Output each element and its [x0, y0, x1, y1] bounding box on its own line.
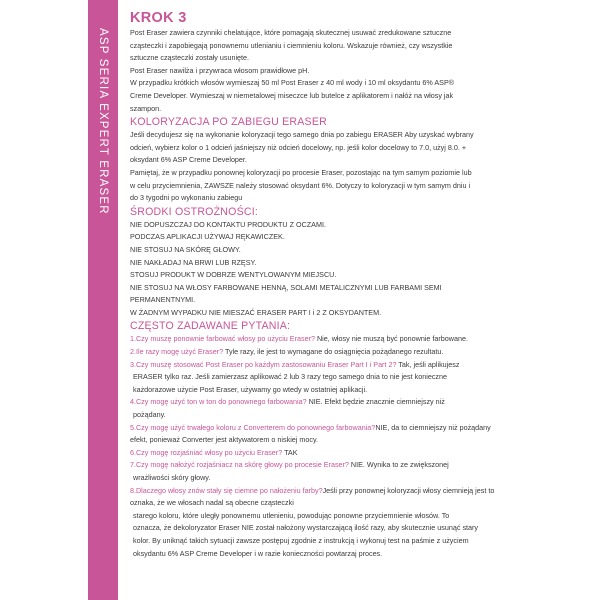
srodki-line: NIE DOPUSZCZAJ DO KONTAKTU PRODUKTU Z OCZAMI.: [130, 219, 326, 229]
srodki-line: PODCZAS APLIKACJI UŻYWAJ RĘKAWICZEK.: [130, 232, 285, 242]
faq-answer: starego koloru, które uległy ponownemu utlenieniu, powodując ponowne przyciemnienie włosów. To: [133, 510, 450, 520]
faq-heading: CZĘSTO ZADAWANE PYTANIA:: [130, 320, 291, 333]
faq-item-line: [130, 447, 500, 460]
faq-item-line: [130, 548, 500, 561]
faq-answer: Nie, włosy nie muszą być ponownie farbowane.: [314, 334, 468, 344]
krok3-line: Creme Developer. Wymieszaj w niemetalowej miseczce lub butelce z aplikatorem i nałóż na włosy jak: [130, 90, 454, 100]
faq-item-line: [130, 535, 500, 548]
document-body: [130, 9, 500, 560]
krok3-line: sztuczne cząsteczki zostały usunięte.: [130, 53, 250, 63]
faq-answer: ERASER tylko raz. Jeśli zamierzasz aplikować 2 lub 3 razy tego samego dnia to nie jest konieczne: [133, 372, 448, 382]
faq-question: 6.Czy mogę rozjaśniać włosy po użyciu Eraser?: [130, 447, 283, 457]
faq-section: [130, 333, 500, 560]
faq-item-line: [130, 422, 500, 447]
srodki-line: NIE STOSUJ NA SKÓRĘ GŁOWY.: [130, 244, 241, 254]
faq-question: 3.Czy muszę stosować Post Eraser po każdym zastosowaniu Eraser Part I i Part 2?: [130, 359, 397, 369]
koloryzacja-line: odcień, wybierz kolor o 1 odcień jaśniejszy niż odcień docelowy, np. jeśli kolor docelowy to 7.0, użyj 8.0. +: [130, 142, 467, 152]
koloryzacja-line: Pamiętaj, że w przypadku ponownej koloryzacji po procesie Eraser, pozostając na tym samym poziomie lub: [130, 167, 472, 177]
krok3-title: KROK 3: [130, 10, 187, 26]
faq-answer: NIE. Wynika to ze zwiększonej: [348, 460, 449, 470]
srodki-section: [130, 219, 500, 320]
koloryzacja-line: oksydant 6% ASP Creme Developer.: [130, 155, 247, 165]
faq-item-line: [130, 409, 500, 422]
faq-answer: NIE, da to ciemniejszy niż pożądany efekt, ponieważ Converter jest aktywatorem o niskiej mocy.: [130, 422, 491, 445]
faq-item-line: [130, 522, 500, 535]
srodki-line: PERMANENTNYMI.: [130, 295, 196, 305]
faq-answer: NIE. Efekt będzie znacznie ciemniejszy niż: [306, 397, 445, 407]
koloryzacja-section: [130, 129, 500, 205]
faq-item-line: [130, 371, 500, 384]
faq-answer: oznacza, że dekoloryzator Eraser NIE został nałożony wystarczającą ilość razy, aby skutecznie usunąć stary: [133, 523, 479, 533]
krok3-line: Post Eraser nawilża i przywraca włosom prawidłowe pH.: [130, 65, 310, 75]
srodki-heading: ŚRODKI OSTROŻNOŚCI:: [130, 205, 258, 218]
faq-question: 5.Czy mogę użyć trwałego koloru z Converterem do ponownego farbowania?: [130, 422, 376, 432]
faq-item-line: [130, 359, 500, 372]
srodki-line: W ŻADNYM WYPADKU NIE MIESZAĆ ERASER PART I i 2 Z OKSYDANTEM.: [130, 307, 382, 317]
faq-answer: Tyle razy, ile jest to wymagane do osiągnięcia pożądanego rezultatu.: [223, 347, 444, 357]
faq-item-line: [130, 510, 500, 523]
srodki-line: NIE STOSUJ NA WŁOSY FARBOWANE HENNĄ, SOLAMI METALICZNYMI LUB FARBAMI SEMI: [130, 282, 442, 292]
krok3-line: Post Eraser zawiera czynniki chelatujące, które pomagają skutecznej usuwać zredukowane sztuczne: [130, 28, 452, 37]
sidebar-title: ASP SERIA EXPERT ERASER: [97, 28, 109, 215]
faq-answer: TAK: [282, 447, 298, 457]
koloryzacja-heading: KOLORYZACJA PO ZABIEGU ERASER: [130, 116, 327, 129]
faq-answer: kolor. By uniknąć takich sytuacji zawsze postępuj zgodnie z instrukcją i wykonuj test na paśmie z użyciem: [133, 535, 469, 545]
faq-question: 4.Czy mogę użyć ton w ton do ponownego farbowania?: [130, 397, 307, 407]
faq-item-line: [130, 346, 500, 359]
krok3-line: cząsteczki i zapobiegają ponownemu utlenianiu i ciemnieniu koloru. Wskazuje również, czy wszystkie: [130, 40, 453, 50]
koloryzacja-line: do 3 tygodni po wykonaniu zabiegu: [130, 193, 243, 203]
faq-item-line: [130, 485, 500, 510]
faq-answer: Tak, jeśli aplikujesz: [396, 359, 460, 369]
srodki-line: NIE NAKŁADAJ NA BRWI LUB RZĘSY.: [130, 257, 257, 267]
koloryzacja-line: w celu przyciemnienia, ZAWSZE należy stosować oksydant 6%. Dotyczy to koloryzacji w tym samym dniu i: [130, 180, 471, 190]
faq-answer: pożądany.: [133, 410, 166, 420]
faq-item-line: [130, 472, 500, 485]
faq-question: 2.Ile razy mogę użyć Eraser?: [130, 347, 224, 357]
krok3-line: W przypadku krótkich włosów wymieszaj 50 ml Post Eraser z 40 ml wody i 10 ml oksydantu 6% ASP®: [130, 78, 455, 88]
faq-question: 1.Czy muszę ponownie farbować włosy po użyciu Eraser?: [130, 334, 315, 344]
faq-question: 8.Dlaczego włosy znów stały się ciemne po nałożeniu farby?: [130, 485, 323, 495]
koloryzacja-line: Jeśli decydujesz się na wykonanie koloryzacji tego samego dnia po zabiegu ERASER Aby uzyskać wybrany: [130, 130, 474, 140]
faq-item-line: [130, 459, 500, 472]
faq-question: 7.Czy mogę nałożyć rozjaśniacz na skórę głowy po procesie Eraser?: [130, 460, 349, 470]
krok3-line: szampon.: [130, 103, 162, 113]
faq-answer: wrażliwości skóry głowy.: [133, 473, 211, 482]
faq-answer: Jeśli przy ponownej koloryzacji włosy ciemnieją jest to oznaka, że we włosach nadal są obecne cząsteczki: [130, 485, 495, 508]
faq-item-line: [130, 333, 500, 346]
krok3-section: [130, 27, 500, 115]
faq-answer: każdorazowe użycie Post Eraser, używamy go wtedy w ostatniej aplikacji.: [133, 384, 368, 394]
faq-item-line: [130, 384, 500, 397]
faq-answer: oksydantu 6% ASP Creme Developer i w razie konieczności powtarzaj proces.: [133, 548, 383, 558]
srodki-line: STOSUJ PRODUKT W DOBRZE WENTYLOWANYM MIEJSCU.: [130, 270, 337, 280]
faq-item-line: [130, 396, 500, 409]
